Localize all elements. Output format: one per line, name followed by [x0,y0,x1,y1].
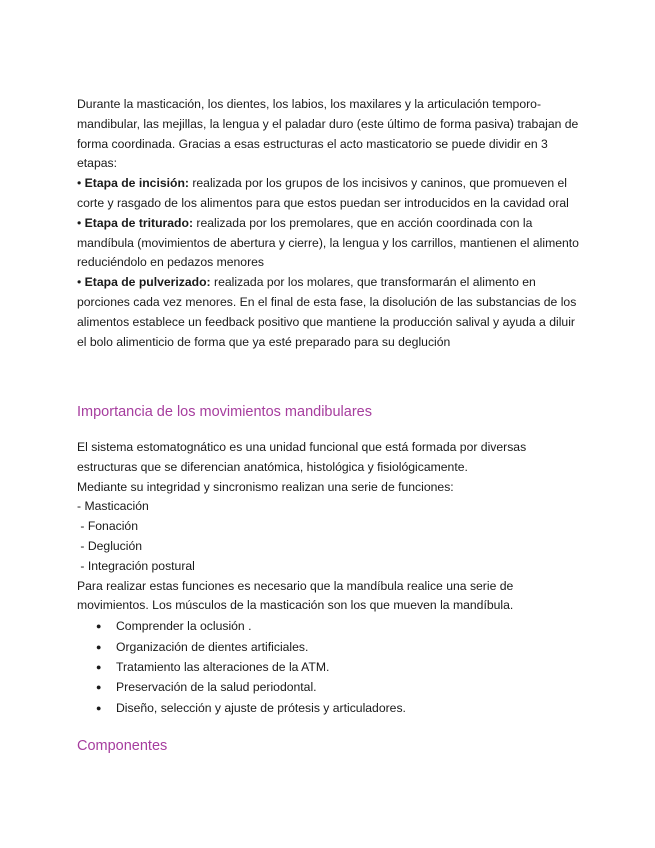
function-item: - Masticación [77,499,149,514]
stage-incision: • Etapa de incisión: realizada por los grupos de los incisivos y caninos, que promueven el corte y rasgado de los alimentos para que estos puedan ser introducidos en la cavidad oral [77,176,569,210]
stage-triturado: • Etapa de triturado: realizada por los premolares, que en acción coordinada con la mandíbula (movimientos de abertura y cierre), la lengua y los carrillos, mantienen el alimento reduciéndolo en pedazos menores [77,215,579,270]
bullet-item: ● Organización de dientes artificiales. [77,638,582,658]
paragraph-funciones: Mediante su integridad y sincronismo realizan una serie de funciones: [77,479,454,494]
stage-label: Etapa de pulverizado: [84,275,211,290]
function-item: - Integración postural [77,558,195,573]
section-heading-componentes: Componentes [77,738,168,754]
intro-paragraph: Durante la masticación, los dientes, los labios, los maxilares y la articulación temporo-mandibular, las mejillas, la lengua y el paladar duro (este último de forma pasiva) trabajan de forma coordinada. Gracias a esas estructuras el acto masticatorio se puede dividir en 3 etapas: [77,97,579,171]
bullet-list [77,617,582,718]
stage-label: Etapa de triturado: [84,215,193,230]
paragraph-sistema: El sistema estomatognático es una unidad funcional que está formada por diversas estructuras que se diferencian anatómica, histológica y fisiológicamente. [77,440,527,474]
importancia-section [77,438,582,719]
paragraph-movimientos: Para realizar estas funciones es necesario que la mandíbula realice una serie de movimientos. Los músculos de la masticación son los que mueven la mandíbula. [77,578,514,613]
section-heading-importancia: Importancia de los movimientos mandibulares [77,404,372,420]
function-item: - Fonación [77,519,138,534]
stage-label: Etapa de incisión: [84,176,189,191]
bullet-item: ● Preservación de la salud periodontal. [77,678,582,698]
bullet-item: ● Tratamiento las alteraciones de la ATM. [77,658,582,678]
function-item: - Deglución [77,538,143,553]
bullet-item: ● Diseño, selección y ajuste de prótesis y articuladores. [77,699,582,719]
bullet-item: ● Comprender la oclusión . [77,617,582,637]
stage-pulverizado: • Etapa de pulverizado: realizada por los molares, que transformarán el alimento en porciones cada vez menores. En el final de esta fase, la disolución de las substancias de los alimentos establece un feedback positivo que mantiene la producción salival y ayuda a diluir el bolo alimenticio de forma que ya esté preparado para su deglución [77,275,577,349]
intro-section [77,95,582,352]
